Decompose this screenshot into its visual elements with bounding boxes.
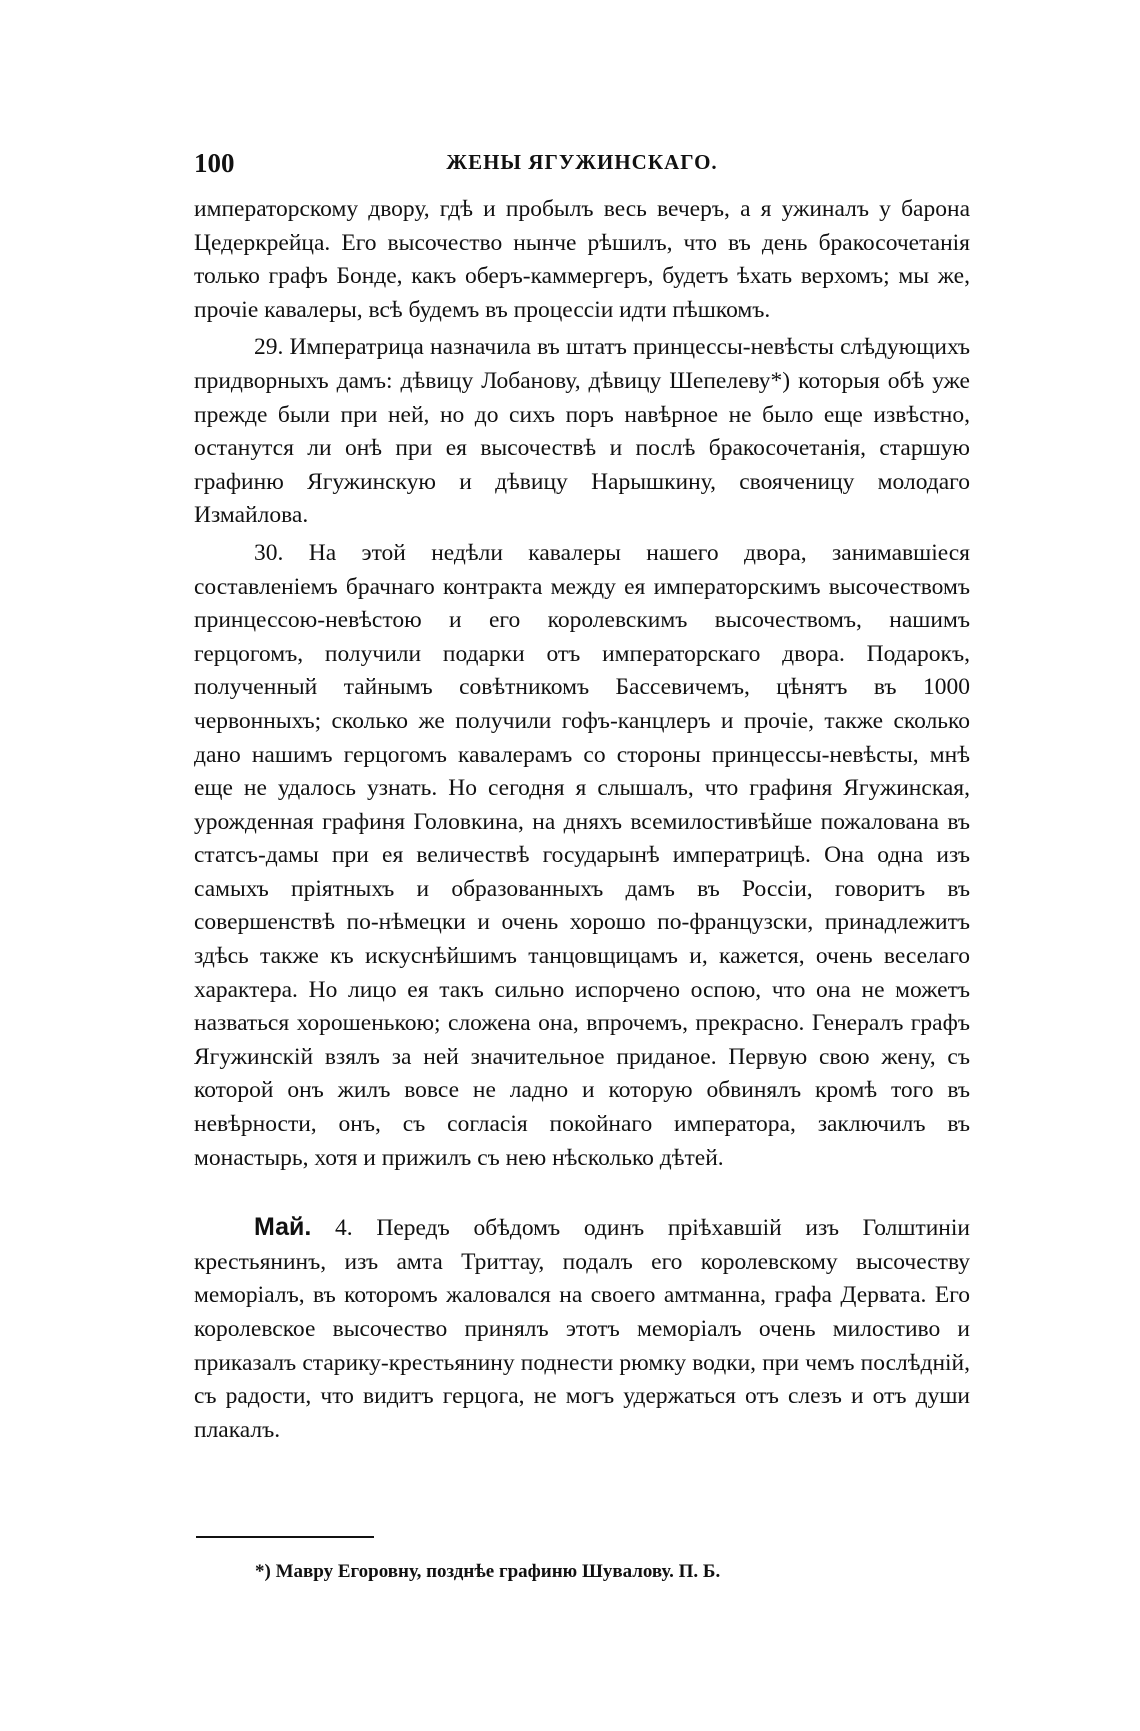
footnote: *) Мавру Егоровну, позднѣе графиню Шувалову. П. Б. [255, 1561, 721, 1582]
running-head [194, 148, 970, 188]
paragraph-entry-may-4 [194, 1211, 970, 1447]
running-title: ЖЕНЫ ЯГУЖИНСКАГО. [446, 150, 718, 174]
paragraph-entry-29 [194, 331, 970, 533]
paragraph-entry-30 [194, 537, 970, 1175]
paragraph-continuation [194, 193, 970, 327]
paragraph-text: 29. Императрица назначила въ штатъ принцессы-невѣсты слѣдующихъ придворныхъ дамъ: дѣвицу Лобанову, дѣвицу Шепелеву*) которыя обѣ уже прежде были при ней, но до сихъ поръ навѣрное не было еще извѣстно, останутся ли онѣ при ея высочествѣ и послѣ бракосочетанія, старшую графиню Ягужинскую и дѣвицу Нарышкину, свояченицу молодаго Измайлова. [194, 334, 970, 529]
month-label: Май. [254, 1213, 312, 1242]
paragraph-text: 30. На этой недѣли кавалеры нашего двора, занимавшіеся составленіемъ брачнаго контракта между ея императорскимъ высочествомъ принцессою-невѣстою и его королевскимъ высочествомъ, нашимъ герцогомъ, получили подарки отъ императорскаго двора. Подарокъ, полученный тайнымъ совѣтникомъ Бассевичемъ, цѣнятъ въ 1000 червонныхъ; сколько же получили гофъ-канцлеръ и прочіе, также сколько дано нашимъ герцогомъ кавалерамъ со стороны принцессы-невѣсты, мнѣ еще не удалось узнать. Но сегодня я слышалъ, что графиня Ягужинская, урожденная графиня Головкина, на дняхъ всемилостивѣйше пожалована въ статсъ-дамы при ея величествѣ государынѣ императрицѣ. Она одна изъ самыхъ пріятныхъ и образованныхъ дамъ въ Россіи, говоритъ въ совершенствѣ по-нѣмецки и очень хорошо по-французски, принадлежитъ здѣсь также къ искуснѣйшимъ танцовщицамъ и, кажется, очень веселаго характера. Но лицо ея такъ сильно испорчено оспою, что она не можетъ назваться хорошенькою; сложена она, впрочемъ, прекрасно. Генералъ графъ Ягужинскій взялъ за ней значительное приданое. Первую свою жену, съ которой онъ жилъ вовсе не ладно и которую обвинялъ кромѣ того въ невѣрности, онъ, съ согласія покойнаго императора, заключилъ въ монастырь, хотя и прижилъ съ нею нѣсколько дѣтей. [194, 539, 970, 1171]
paragraph-text: 4. Передъ обѣдомъ одинъ пріѣхавшій изъ Голштиніи крестьянинъ, изъ амта Триттау, подалъ его королевскому высочеству меморіалъ, въ которомъ жаловался на своего амтманна, графа Дервата. Его королевское высочество принялъ этотъ меморіалъ очень милостиво и приказалъ старику-крестьянину поднести рюмку водки, при чемъ послѣдній, съ радости, что видитъ герцога, не могъ удержаться отъ слезъ и отъ души плакалъ. [194, 1215, 970, 1443]
paragraph-text: императорскому двору, гдѣ и пробылъ весь вечеръ, а я ужиналъ у барона Цедеркрейца. Его высочество нынче рѣшилъ, что въ день бракосочетанія только графъ Бонде, какъ оберъ-каммергеръ, будетъ ѣхать верхомъ; мы же, прочіе кавалеры, всѣ будемъ въ процессіи идти пѣшкомъ. [194, 196, 970, 323]
footnote-divider [196, 1536, 374, 1538]
body-text [194, 193, 970, 1447]
page-number: 100 [194, 148, 235, 178]
